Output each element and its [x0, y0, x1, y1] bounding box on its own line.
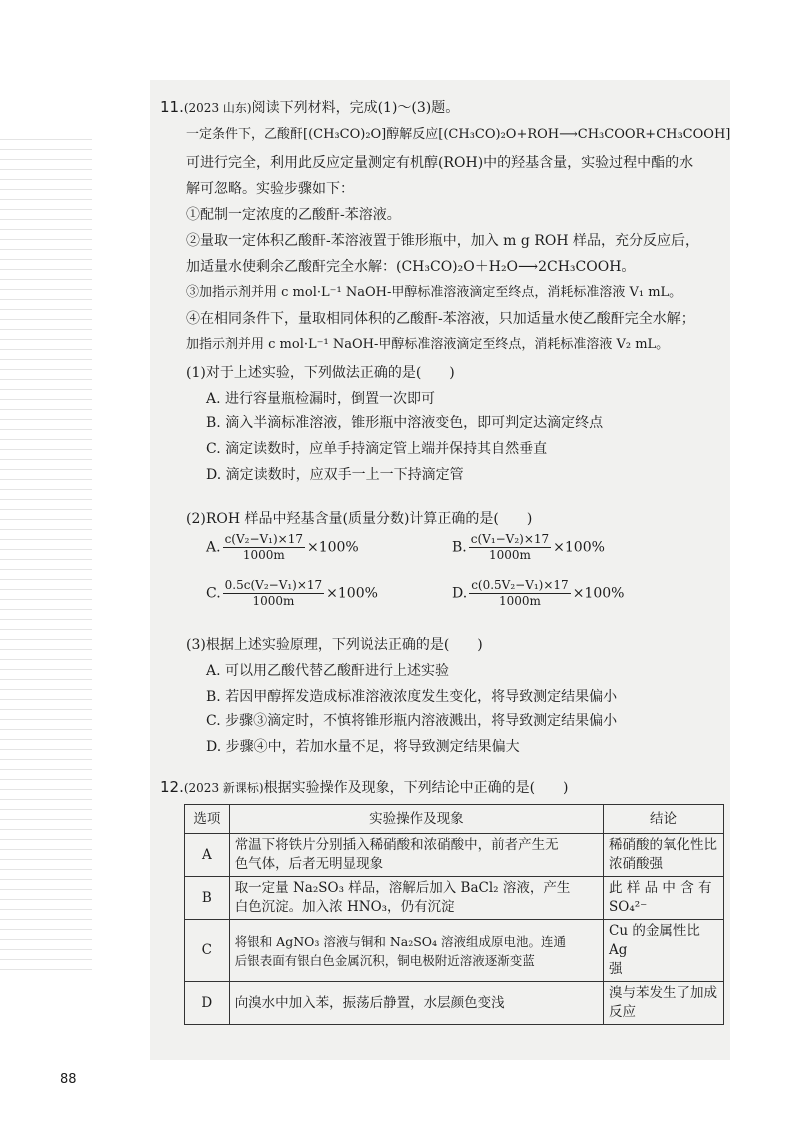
conclusion-line: SO₄²⁻ — [609, 899, 648, 915]
q11-sub3-option-b: B. 若因甲醇挥发造成标准溶液浓度发生变化，将导致测定结果偏小 — [206, 689, 618, 705]
conclusion-line: 强 — [609, 961, 623, 977]
q11-step-2b: 加适量水使剩余乙酸酐完全水解：(CH₃CO)₂O＋H₂O⟶2CH₃COOH。 — [186, 259, 636, 275]
operation-line: 后银表面有银白色金属沉积，铜电极附近溶液逐渐变蓝 — [234, 952, 535, 968]
q11-sub3-option-d: D. 步骤④中，若加水量不足，将导致测定结果偏大 — [206, 739, 520, 755]
fraction-numerator: c(V₁−V₂)×17 — [470, 532, 550, 546]
q11-sub2-option-d — [452, 578, 624, 609]
fraction-numerator: c(V₂−V₁)×17 — [224, 532, 303, 546]
operation-line: 白色沉淀。加入浓 HNO₃，仍有沉淀 — [234, 899, 455, 915]
option-b-fraction — [469, 532, 551, 563]
row-conclusion — [604, 877, 724, 920]
q11-sub2-option-c — [206, 578, 378, 609]
table-row — [185, 920, 724, 982]
fraction-denominator: 1000m — [242, 548, 285, 562]
option-d-fraction — [469, 578, 571, 609]
q11-step-1: ①配制一定浓度的乙酸酐-苯溶液。 — [186, 207, 401, 223]
q11-sub3-option-c: C. 步骤③滴定时，不慎将锥形瓶内溶液溅出，将导致测定结果偏小 — [206, 713, 618, 729]
row-option: C — [185, 920, 230, 982]
conclusion-line: 此 样 品 中 含 有 — [609, 880, 712, 896]
option-d-tail: ×100% — [572, 585, 625, 602]
q12-stem: 根据实验操作及现象，下列结论中正确的是( ) — [263, 780, 569, 796]
q11-intro: 阅读下列材料，完成(1)～(3)题。 — [251, 100, 460, 116]
row-operation — [229, 920, 603, 982]
fraction-denominator: 1000m — [498, 594, 541, 608]
header-operation: 实验操作及现象 — [229, 805, 603, 834]
q11-step-3: ③加指示剂并用 c mol·L⁻¹ NaOH-甲醇标准溶液滴定至终点，消耗标准溶液 V₁ mL。 — [186, 285, 683, 300]
q11-sub3-option-a: A. 可以用乙酸代替乙酸酐进行上述实验 — [206, 663, 450, 679]
q11-sub1-option-b: B. 滴入半滴标准溶液，锥形瓶中溶液变色，即可判定达滴定终点 — [206, 415, 604, 431]
row-operation — [229, 982, 603, 1025]
conclusion-line: 浓硝酸强 — [609, 856, 664, 872]
q11-para-2: 可进行完全，利用此反应定量测定有机醇(ROH)中的羟基含量，实验过程中酯的水 — [186, 155, 694, 171]
row-option: B — [185, 877, 230, 920]
operation-line: 取一定量 Na₂SO₃ 样品，溶解后加入 BaCl₂ 溶液，产生 — [234, 880, 571, 896]
fraction-numerator: 0.5c(V₂−V₁)×17 — [224, 578, 323, 592]
option-b-label: B. — [452, 539, 467, 556]
table-row — [185, 877, 724, 920]
operation-line: 向溴水中加入苯，振荡后静置，水层颜色变浅 — [234, 994, 505, 1011]
row-operation — [229, 834, 603, 877]
conclusion-line: 反应 — [609, 1004, 637, 1020]
table-row — [185, 834, 724, 877]
row-option: A — [185, 834, 230, 877]
row-option: D — [185, 982, 230, 1025]
operation-line: 色气体，后者无明显现象 — [234, 856, 384, 872]
header-option: 选项 — [185, 805, 230, 834]
operation-line: 常温下将铁片分别插入稀硝酸和浓硝酸中，前者产生无 — [234, 837, 559, 853]
option-c-fraction — [223, 578, 325, 609]
q11-sub1-option-a: A. 进行容量瓶检漏时，倒置一次即可 — [206, 391, 436, 407]
q12-source: (2023 新课标) — [183, 781, 264, 795]
q11-sub1-option-d: D. 滴定读数时，应双手一上一下持滴定管 — [206, 467, 464, 483]
fraction-denominator: 1000m — [489, 548, 531, 562]
row-operation — [229, 877, 603, 920]
q11-source: (2023 山东) — [183, 101, 252, 115]
option-d-label: D. — [452, 585, 468, 602]
option-c-tail: ×100% — [326, 585, 378, 602]
q11-step-4a: ④在相同条件下，量取相同体积的乙酸酐-苯溶液，只加适量水使乙酸酐完全水解； — [186, 311, 695, 327]
q12-number: 12. — [160, 778, 184, 796]
q11-sub2-option-b — [452, 532, 605, 563]
conclusion-line: 稀硝酸的氧化性比 — [609, 837, 718, 853]
row-conclusion — [604, 920, 724, 982]
q11-sub3-stem: (3)根据上述实验原理，下列说法正确的是( ) — [186, 637, 483, 653]
q11-sub1-option-c: C. 滴定读数时，应单手持滴定管上端并保持其自然垂直 — [206, 441, 548, 457]
q11-number: 11. — [160, 98, 184, 116]
q11-header — [160, 98, 459, 117]
conclusion-line: Cu 的金属性比 Ag — [609, 923, 700, 958]
option-b-tail: ×100% — [553, 539, 605, 556]
q11-sub2-stem: (2)ROH 样品中羟基含量(质量分数)计算正确的是( ) — [186, 511, 533, 527]
left-margin-lines — [0, 130, 92, 970]
q11-sub2-option-a — [206, 532, 359, 563]
row-conclusion — [604, 834, 724, 877]
page-number: 88 — [60, 1072, 77, 1087]
table-row — [185, 982, 724, 1025]
header-conclusion: 结论 — [604, 805, 724, 834]
q11-para-3: 解可忽略。实验步骤如下： — [186, 181, 354, 197]
option-c-label: C. — [206, 585, 221, 602]
conclusion-line: 溴与苯发生了加成 — [609, 985, 718, 1001]
option-a-fraction — [223, 532, 305, 563]
operation-line: 将银和 AgNO₃ 溶液与铜和 Na₂SO₄ 溶液组成原电池。连通 — [234, 933, 567, 949]
option-a-tail: ×100% — [306, 539, 359, 556]
row-conclusion — [604, 982, 724, 1025]
q11-step-2a: ②量取一定体积乙酸酐-苯溶液置于锥形瓶中，加入 m g ROH 样品，充分反应后， — [186, 233, 699, 249]
q12-table — [184, 804, 724, 1025]
table-header-row — [185, 805, 724, 834]
fraction-numerator: c(0.5V₂−V₁)×17 — [471, 578, 569, 592]
q11-step-4b: 加指示剂并用 c mol·L⁻¹ NaOH-甲醇标准溶液滴定至终点，消耗标准溶液 V₂ mL。 — [186, 337, 670, 352]
q11-para-1: 一定条件下，乙酸酐[(CH₃CO)₂O]醇解反应[(CH₃CO)₂O+ROH⟶CH₃COOR+CH₃COOH] — [186, 127, 731, 142]
option-a-label: A. — [206, 539, 221, 556]
q11-sub1-stem: (1)对于上述实验，下列做法正确的是( ) — [186, 365, 455, 381]
q12-header — [160, 778, 569, 797]
fraction-denominator: 1000m — [252, 594, 295, 608]
